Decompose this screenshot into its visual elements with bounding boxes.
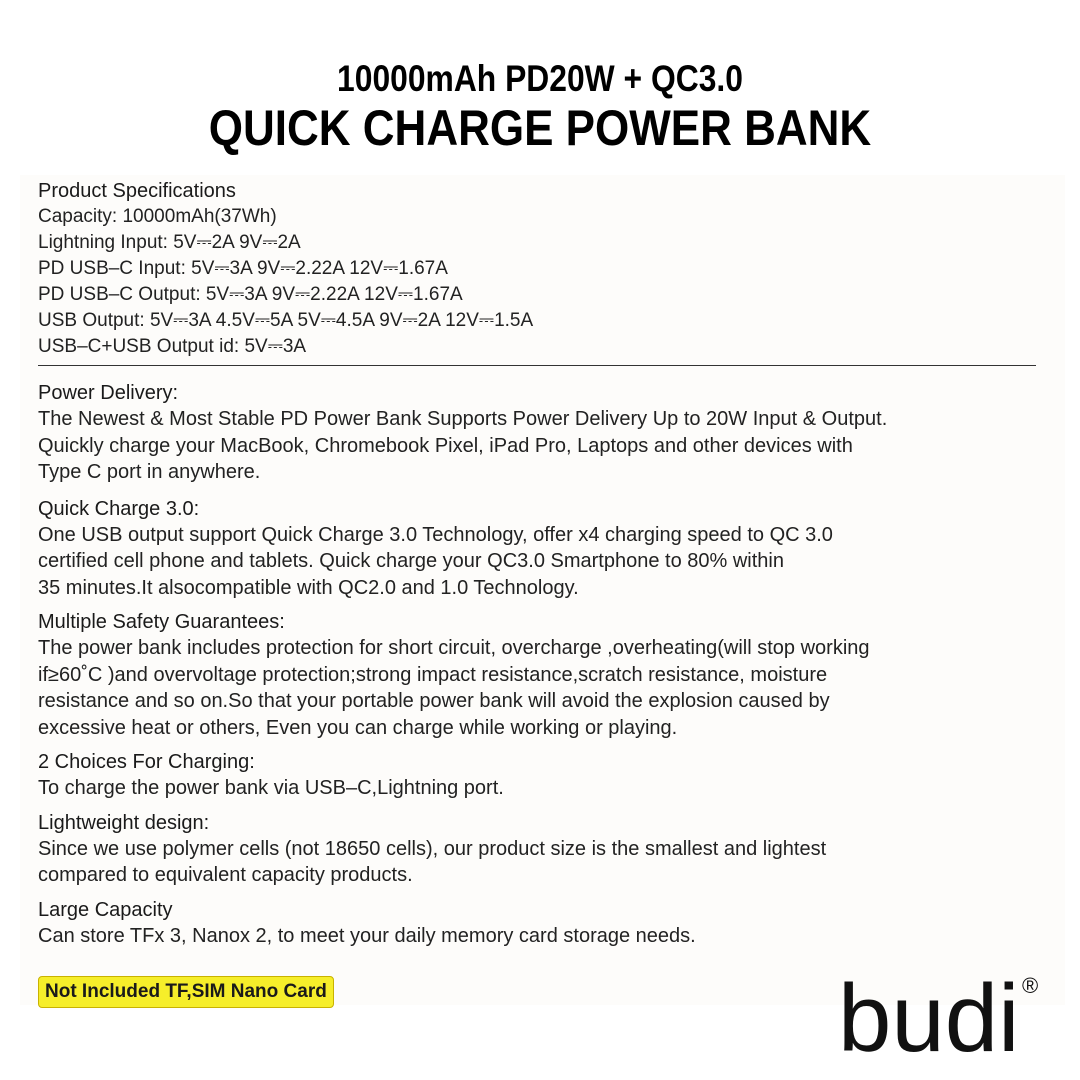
section-line: 35 minutes.It alsocompatible with QC2.0 and 1.0 Technology.	[38, 576, 579, 599]
title-line-2: QUICK CHARGE POWER BANK	[208, 100, 872, 156]
section-heading: Multiple Safety Guarantees:	[38, 611, 285, 633]
specs-heading: Product Specifications	[38, 180, 236, 202]
section-lightweight	[38, 810, 1058, 889]
budi-logo	[838, 965, 1048, 1065]
spec-line: Capacity: 10000mAh(37Wh)	[38, 206, 277, 227]
section-line: To charge the power bank via USB–C,Lightning port.	[38, 777, 504, 799]
section-line: One USB output support Quick Charge 3.0 Technology, offer x4 charging speed to QC 3.0	[38, 523, 833, 546]
section-safety	[38, 609, 1058, 741]
specs-block	[38, 178, 1058, 360]
section-line: The power bank includes protection for short circuit, overcharge ,overheating(will stop working	[38, 637, 870, 659]
section-heading: Quick Charge 3.0:	[38, 497, 200, 520]
section-heading: Lightweight design:	[38, 811, 210, 834]
section-line: Since we use polymer cells (not 18650 cells), our product size is the smallest and lightest	[38, 837, 827, 860]
section-heading: Power Delivery:	[38, 382, 179, 404]
section-line: certified cell phone and tablets. Quick charge your QC3.0 Smartphone to 80% within	[38, 550, 784, 572]
logo-wordmark: budi	[838, 965, 1020, 1065]
spec-line: PD USB–C Input: 5V⎓3A 9V⎓2.22A 12V⎓1.67A	[38, 258, 448, 279]
divider-line	[38, 365, 1036, 366]
spec-line: PD USB–C Output: 5V⎓3A 9V⎓2.22A 12V⎓1.67A	[38, 284, 463, 305]
section-line: Quickly charge your MacBook, Chromebook Pixel, iPad Pro, Laptops and other devices with	[38, 434, 853, 457]
section-capacity	[38, 897, 1058, 950]
section-quick-charge	[38, 496, 1058, 602]
spec-line: Lightning Input: 5V⎓2A 9V⎓2A	[38, 232, 301, 253]
spec-line: USB Output: 5V⎓3A 4.5V⎓5A 5V⎓4.5A 9V⎓2A 12V⎓1.5A	[38, 310, 534, 331]
section-line: if≥60˚C )and overvoltage protection;strong impact resistance,scratch resistance, moisture	[38, 663, 828, 686]
section-line: Can store TFx 3, Nanox 2, to meet your daily memory card storage needs.	[38, 924, 696, 947]
section-power-delivery	[38, 380, 1058, 486]
spec-sheet	[38, 176, 1058, 949]
not-included-badge: Not Included TF,SIM Nano Card	[38, 976, 334, 1008]
registered-mark: ®	[1022, 973, 1039, 998]
title-line-1: 10000mAh PD20W + QC3.0	[337, 58, 743, 99]
section-charging-choices	[38, 749, 1058, 802]
section-line: resistance and so on.So that your portable power bank will avoid the explosion caused by	[38, 690, 830, 712]
section-line: compared to equivalent capacity products.	[38, 864, 413, 886]
spec-line: USB–C+USB Output id: 5V⎓3A	[38, 336, 307, 357]
section-line: The Newest & Most Stable PD Power Bank Supports Power Delivery Up to 20W Input & Output.	[38, 408, 888, 430]
section-line: excessive heat or others, Even you can charge while working or playing.	[38, 716, 678, 739]
section-heading: 2 Choices For Charging:	[38, 751, 255, 773]
section-heading: Large Capacity	[38, 898, 173, 921]
section-line: Type C port in anywhere.	[38, 461, 261, 483]
